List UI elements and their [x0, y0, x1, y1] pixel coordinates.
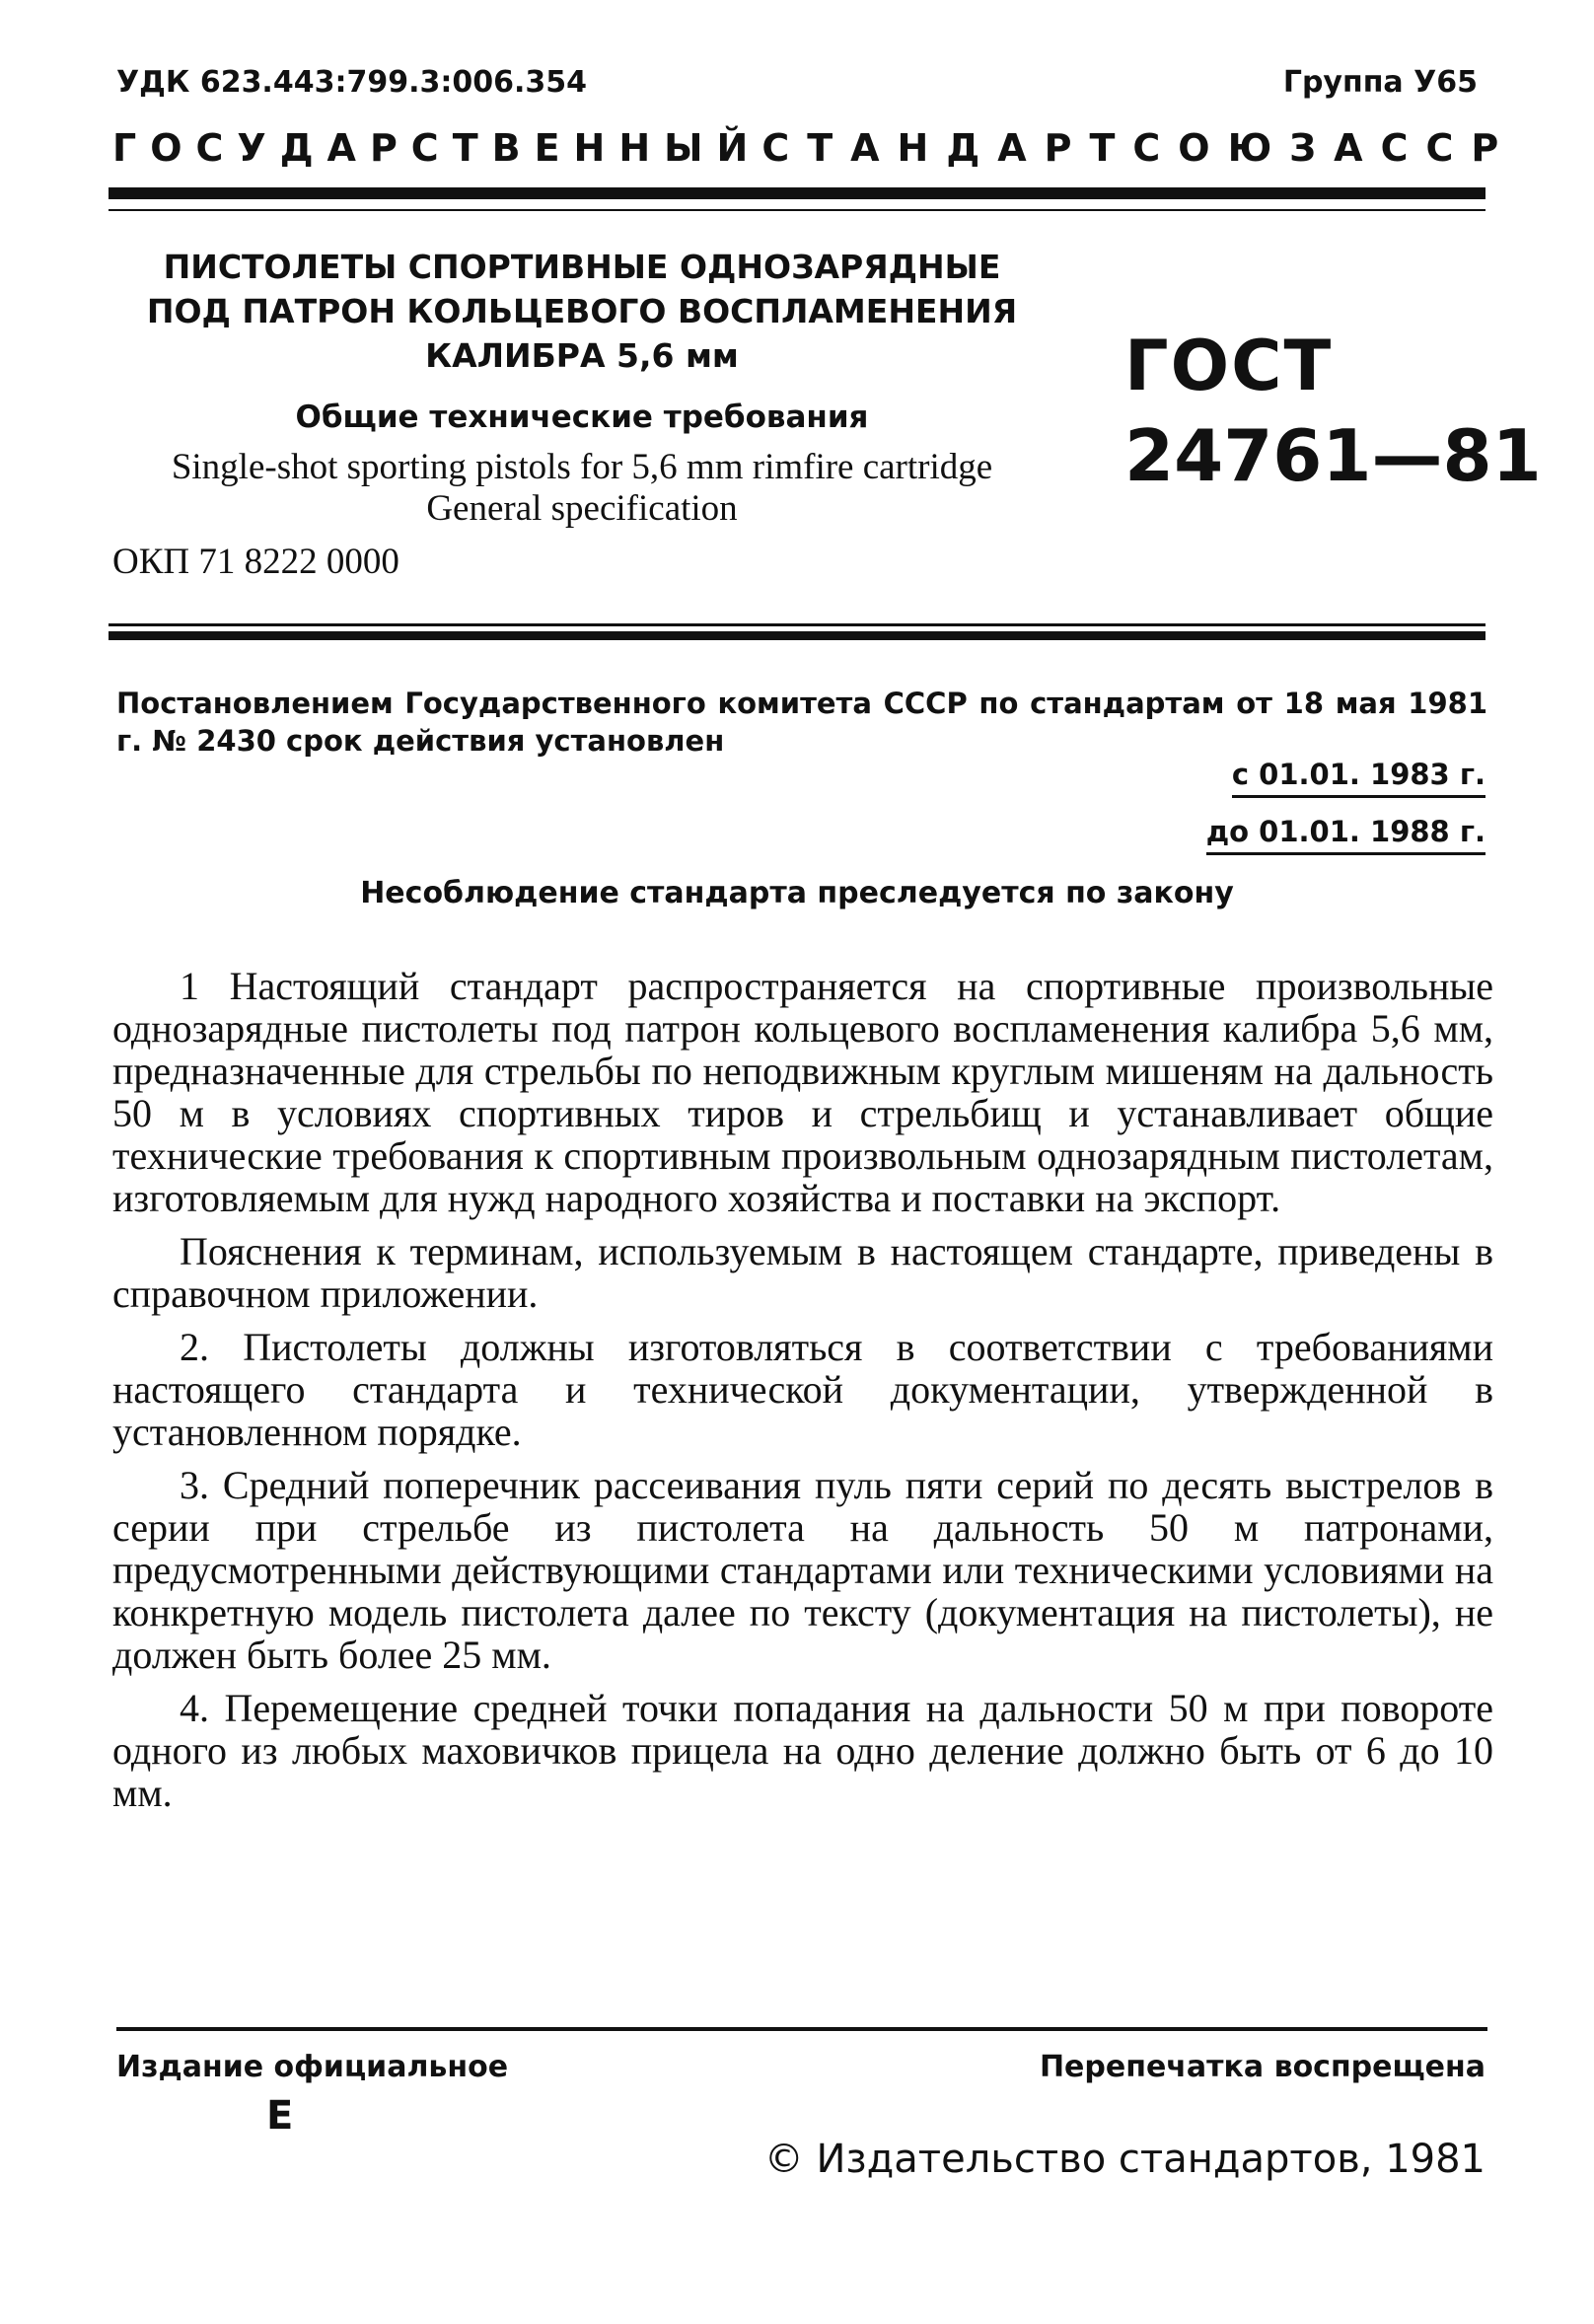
gost-number: 24761—81	[1124, 414, 1542, 497]
edition-letter: Е	[266, 2093, 294, 2139]
reprint-notice: Перепечатка воспрещена	[1039, 2050, 1485, 2084]
title-line: ПИСТОЛЕТЫ СПОРТИВНЫЕ ОДНОЗАРЯДНЫЕ	[163, 248, 1001, 286]
state-standard-word-2: СТАНДАРТ	[761, 126, 1133, 170]
body-text	[112, 965, 1493, 1825]
effective-date-to: до 01.01. 1988 г.	[1206, 815, 1485, 855]
law-notice: Несоблюдение стандарта преследуется по закону	[360, 876, 1234, 910]
footer-divider	[116, 2027, 1487, 2031]
state-standard-heading	[112, 126, 1517, 170]
paragraph: 3. Средний поперечник рассеивания пуль пяти серий по десять выстрелов в серии при стрельбе из пистолета на дальность 50 м патронами, предусмотренными действующими стандартами или техническими условиями на конкретную модель пистолета далее по тексту (документация на пистолеты), не должен быть более 25 мм.	[112, 1463, 1493, 1677]
paragraph: Пояснения к терминам, используемым в настоящем стандарте, приведены в справочном приложении.	[112, 1229, 1493, 1316]
middle-divider-thin	[109, 623, 1485, 626]
paragraph: 4. Перемещение средней точки попадания на дальности 50 м при повороте одного из любых маховичков прицела на одно деление должно быть от 6 до 10 мм.	[112, 1686, 1493, 1815]
title-line: КАЛИБРА 5,6 мм	[425, 336, 739, 375]
udk-code: УДК 623.443:799.3:006.354	[116, 65, 587, 100]
title-line: ПОД ПАТРОН КОЛЬЦЕВОГО ВОСПЛАМЕНЕНИЯ	[146, 292, 1018, 330]
state-standard-word-4: ССР	[1380, 126, 1517, 170]
copyright	[764, 2137, 1485, 2182]
effective-date-from: с 01.01. 1983 г.	[1232, 758, 1485, 798]
copyright-text: Издательство стандартов, 1981	[816, 2137, 1485, 2182]
state-standard-word-1: ГОСУДАРСТВЕННЫЙ	[112, 126, 762, 170]
english-title	[109, 447, 1055, 530]
english-title-line-2: General specification	[426, 488, 738, 529]
paragraph: 1 Настоящий стандарт распространяется на спортивные произвольные однозарядные пистолеты под патрон кольцевого воспламенения калибра 5,6 мм, предназначенные для стрельбы по неподвижным круглым мишеням на дальность 50 м в условиях спортивных тиров и стрельбищ и устанавливает общие технические требования к спортивным произвольным однозарядным пистолетам, изготовляемым для нужд народного хозяйства и поставки на экспорт.	[112, 964, 1493, 1220]
middle-divider	[109, 631, 1485, 640]
top-divider	[109, 187, 1485, 199]
english-title-line-1: Single-shot sporting pistols for 5,6 mm rimfire cartridge	[171, 447, 993, 487]
title-block	[109, 245, 1055, 530]
okp-code: ОКП 71 8222 0000	[112, 542, 399, 582]
subtitle: Общие технические требования	[295, 399, 869, 435]
decree-text: Постановлением Государственного комитета СССР по стандартам от 18 мая 1981 г. № 2430 срок действия установлен	[116, 687, 1487, 758]
copyright-icon: ©	[763, 2137, 804, 2182]
state-standard-word-3: СОЮЗА	[1132, 126, 1381, 170]
gost-label: ГОСТ	[1124, 326, 1334, 406]
top-divider-thin	[109, 209, 1485, 211]
paragraph: 2. Пистолеты должны изготовляться в соответствии с требованиями настоящего стандарта и технической документации, утвержденной в установленном порядке.	[112, 1325, 1493, 1454]
edition-label: Издание официальное	[116, 2050, 509, 2084]
group-code: Группа У65	[1282, 65, 1478, 100]
